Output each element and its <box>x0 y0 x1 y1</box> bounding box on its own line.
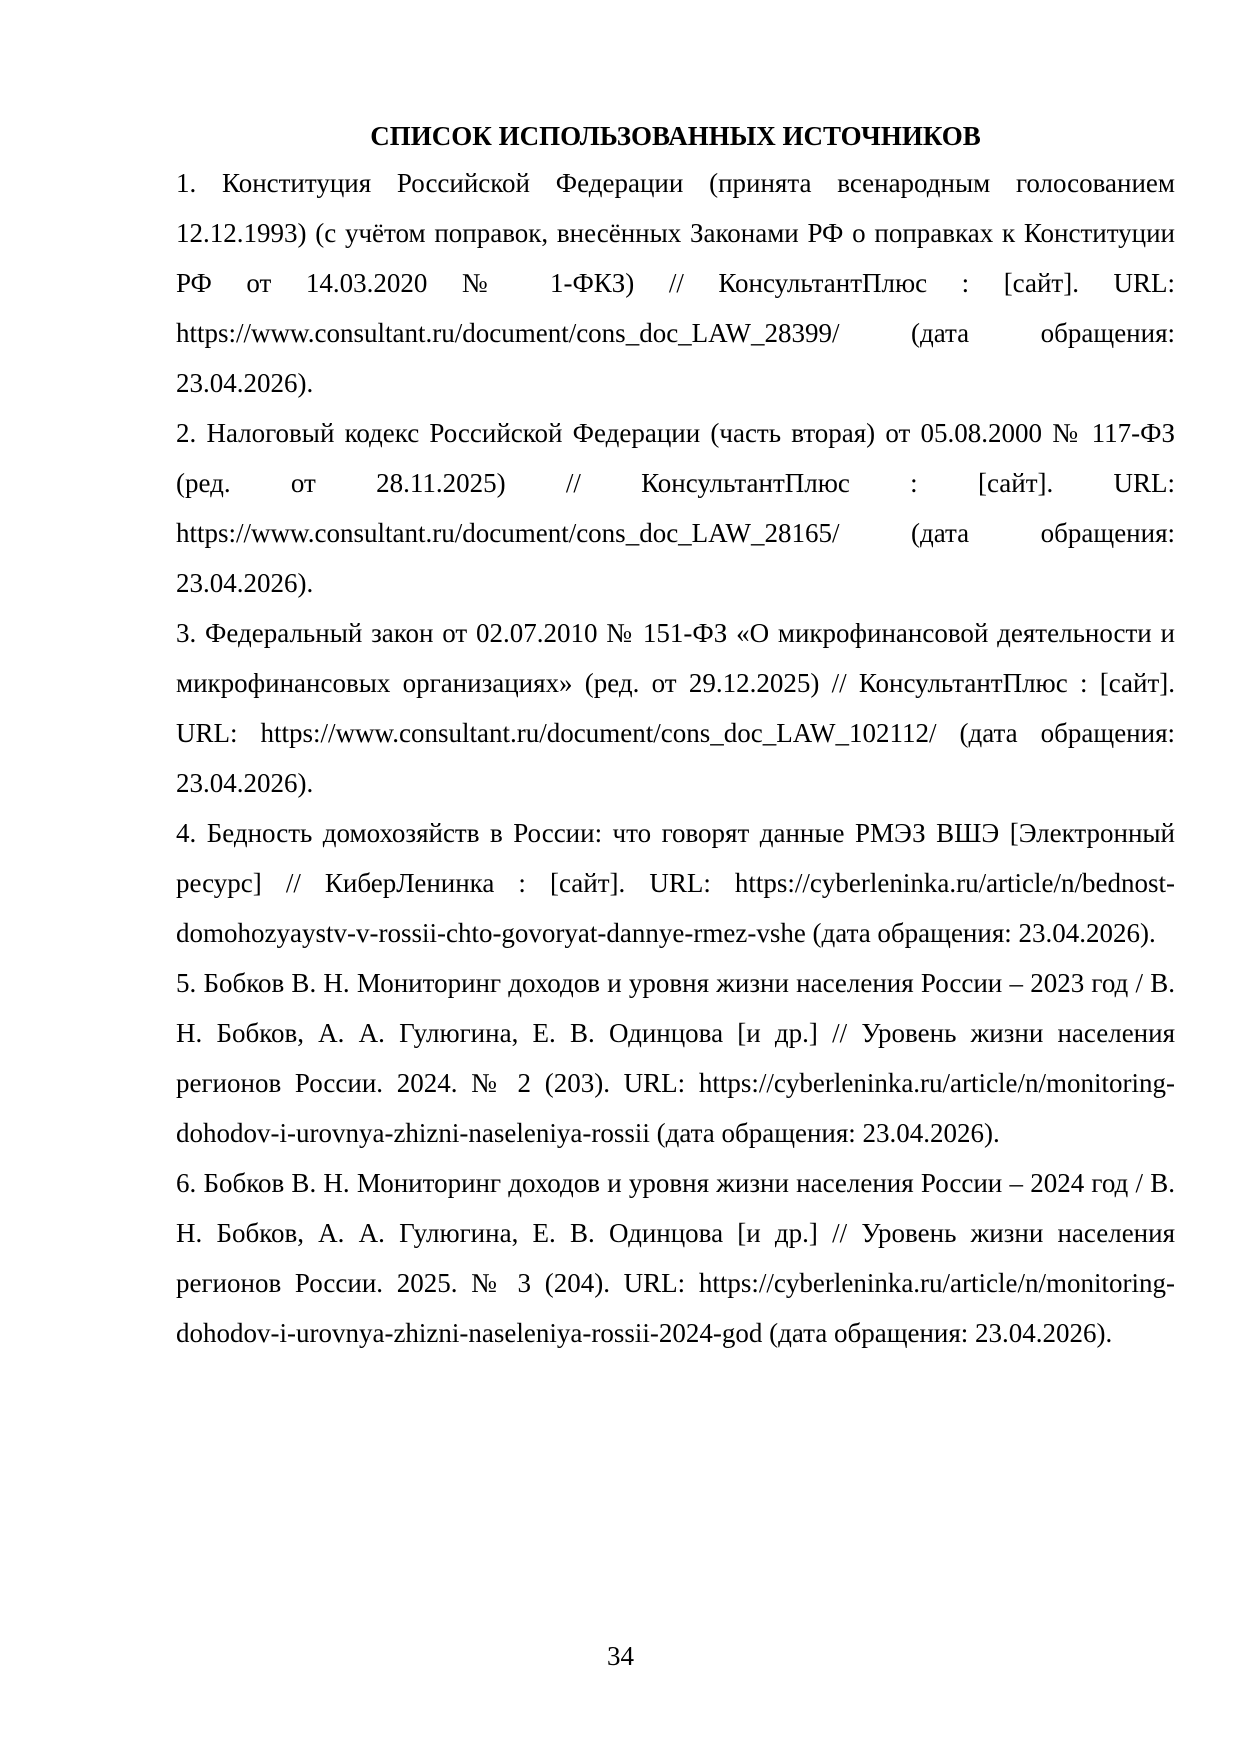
page-title: СПИСОК ИСПОЛЬЗОВАННЫХ ИСТОЧНИКОВ <box>370 121 981 151</box>
reference-item-4: 4. Бедность домохозяйств в России: что говорят данные РМЭЗ ВШЭ [Электронный ресурс] // КиберЛенинка : [сайт]. URL: https://cyberleninka.ru/article/n/bednost-domohozyaystv-v-rossii-chto-govoryat-dannye-rmez-vshe (дата обращения: 23.04.2026). <box>176 818 1175 948</box>
reference-item-3: 3. Федеральный закон от 02.07.2010 № 151-ФЗ «О микрофинансовой деятельности и микрофинансовых организациях» (ред. от 29.12.2025) // КонсультантПлюс : [сайт]. URL: https://www.consultant.ru/document/cons_doc_LAW_102112/ (дата обращения: 23.04.2026). <box>176 618 1175 798</box>
reference-list <box>176 158 1175 1358</box>
reference-item-5: 5. Бобков В. Н. Мониторинг доходов и уровня жизни населения России – 2023 год / В. Н. Бобков, А. А. Гулюгина, Е. В. Одинцова [и др.] // Уровень жизни населения регионов России. 2024. № 2 (203). URL: https://cyberleninka.ru/article/n/monitoring-dohodov-i-urovnya-zhizni-naseleniya-rossii (дата обращения: 23.04.2026). <box>176 968 1175 1148</box>
page-number: 34 <box>607 1641 634 1671</box>
reference-item-6: 6. Бобков В. Н. Мониторинг доходов и уровня жизни населения России – 2024 год / В. Н. Бобков, А. А. Гулюгина, Е. В. Одинцова [и др.] // Уровень жизни населения регионов России. 2025. № 3 (204). URL: https://cyberleninka.ru/article/n/monitoring-dohodov-i-urovnya-zhizni-naseleniya-rossii-2024-god (дата обращения: 23.04.2026). <box>176 1168 1175 1348</box>
reference-item-1: 1. Конституция Российской Федерации (принята всенародным голосованием 12.12.1993) (с учётом поправок, внесённых Законами РФ о поправках к Конституции РФ от 14.03.2020 № 1-ФКЗ) // КонсультантПлюс : [сайт]. URL: https://www.consultant.ru/document/cons_doc_LAW_28399/ (дата обращения: 23.04.2026). <box>176 168 1175 398</box>
reference-item-2: 2. Налоговый кодекс Российской Федерации (часть вторая) от 05.08.2000 № 117-ФЗ (ред. от 28.11.2025) // КонсультантПлюс : [сайт]. URL: https://www.consultant.ru/document/cons_doc_LAW_28165/ (дата обращения: 23.04.2026). <box>176 418 1175 598</box>
